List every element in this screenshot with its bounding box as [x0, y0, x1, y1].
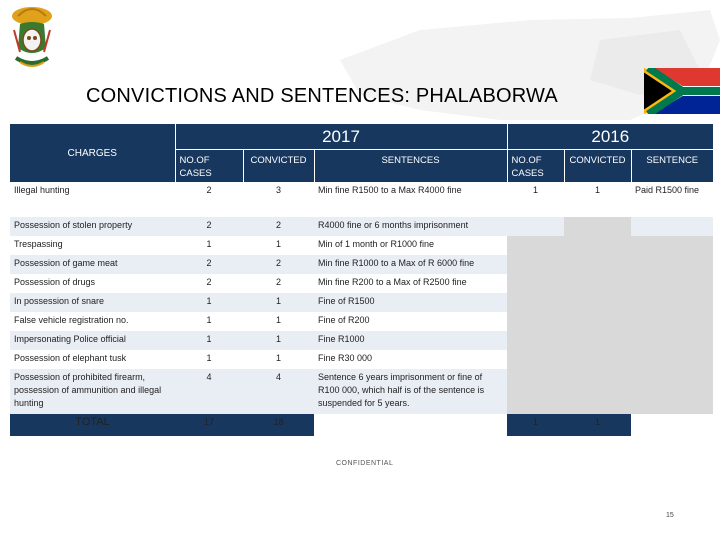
- cases-2016-cell: [507, 350, 564, 369]
- cases-cell: 2: [175, 274, 243, 293]
- sentence-cell: Fine R1000: [314, 331, 507, 350]
- sentence-2016-cell: [631, 274, 713, 293]
- cases-2016-header: NO.OF CASES: [507, 150, 564, 183]
- charge-cell: Illegal hunting: [10, 182, 175, 217]
- cases-cell: 1: [175, 293, 243, 312]
- charge-cell: Possession of stolen property: [10, 217, 175, 236]
- table-row: [10, 182, 713, 217]
- charge-cell: Possession of elephant tusk: [10, 350, 175, 369]
- cases-cell: 1: [175, 331, 243, 350]
- convicted-cell: 1: [243, 236, 314, 255]
- sentence-cell: R4000 fine or 6 months imprisonment: [314, 217, 507, 236]
- table-row: [10, 331, 713, 350]
- convicted-cell: 1: [243, 350, 314, 369]
- total-sentence-blank: [314, 414, 507, 436]
- table-row: [10, 312, 713, 331]
- cases-2016-cell: [507, 217, 564, 236]
- cases-2016-cell: [507, 236, 564, 255]
- convicted-cell: 1: [243, 331, 314, 350]
- total-convicted-2016: 1: [564, 414, 631, 436]
- cases-2016-cell: [507, 293, 564, 312]
- convicted-cell: 2: [243, 274, 314, 293]
- charge-cell: Possession of prohibited firearm, possession of ammunition and illegal hunting: [10, 369, 175, 414]
- table-row: [10, 369, 713, 414]
- sentence-2016-cell: [631, 350, 713, 369]
- sentence-cell: Min fine R200 to a Max of R2500 fine: [314, 274, 507, 293]
- sentence-cell: Fine R30 000: [314, 350, 507, 369]
- cases-2016-cell: [507, 274, 564, 293]
- page-title: CONVICTIONS AND SENTENCES: PHALABORWA: [86, 85, 558, 107]
- convicted-2016-cell: [564, 255, 631, 274]
- sentence-cell: Min fine R1500 to a Max R4000 fine: [314, 182, 507, 217]
- sentence-2016-cell: [631, 331, 713, 350]
- convicted-2016-cell: [564, 312, 631, 331]
- convicted-2016-cell: [564, 274, 631, 293]
- table-row: [10, 255, 713, 274]
- cases-cell: 2: [175, 255, 243, 274]
- convicted-cell: 1: [243, 312, 314, 331]
- year-2016-header: 2016: [507, 124, 713, 150]
- cases-2016-cell: [507, 331, 564, 350]
- page-number: 15: [666, 512, 674, 519]
- convicted-cell: 2: [243, 217, 314, 236]
- sentence-cell: Sentence 6 years imprisonment or fine of R100 000, which half is of the sentence is suspended for 5 years.: [314, 369, 507, 414]
- total-cases: 17: [175, 414, 243, 436]
- table-row: [10, 293, 713, 312]
- convicted-2016-cell: [564, 369, 631, 414]
- cases-cell: 2: [175, 217, 243, 236]
- charge-cell: False vehicle registration no.: [10, 312, 175, 331]
- convicted-2016-cell: [564, 331, 631, 350]
- convicted-cell: 1: [243, 293, 314, 312]
- cases-2016-cell: [507, 312, 564, 331]
- convicted-cell: 2: [243, 255, 314, 274]
- year-2017-header: 2017: [175, 124, 507, 150]
- cases-2016-cell: 1: [507, 182, 564, 217]
- cases-cell: 1: [175, 350, 243, 369]
- total-sentence-2016-blank: [631, 414, 713, 436]
- sentence-2016-header: SENTENCE: [631, 150, 713, 183]
- total-row: [10, 414, 713, 436]
- convicted-2016-cell: [564, 293, 631, 312]
- confidential-label: CONFIDENTIAL: [336, 460, 394, 467]
- table-row: [10, 217, 713, 236]
- sentence-2016-cell: [631, 236, 713, 255]
- cases-2017-header: NO.OF CASES: [175, 150, 243, 183]
- convicted-2016-header: CONVICTED: [564, 150, 631, 183]
- sentence-cell: Fine of R1500: [314, 293, 507, 312]
- total-cases-2016: 1: [507, 414, 564, 436]
- convicted-2016-cell: [564, 217, 631, 236]
- charge-cell: Possession of game meat: [10, 255, 175, 274]
- cases-2016-cell: [507, 369, 564, 414]
- coat-of-arms-icon: [4, 2, 60, 72]
- sentence-cell: Min fine R1000 to a Max of R 6000 fine: [314, 255, 507, 274]
- sentence-2016-cell: Paid R1500 fine: [631, 182, 713, 217]
- table-row: [10, 350, 713, 369]
- charge-cell: Trespassing: [10, 236, 175, 255]
- cases-cell: 4: [175, 369, 243, 414]
- table-row: [10, 236, 713, 255]
- convictions-table: [10, 124, 713, 436]
- charges-header: CHARGES: [10, 124, 175, 182]
- sentences-2017-header: SENTENCES: [314, 150, 507, 183]
- sentence-cell: Fine of R200: [314, 312, 507, 331]
- cases-cell: 2: [175, 182, 243, 217]
- sentence-cell: Min of 1 month or R1000 fine: [314, 236, 507, 255]
- total-convicted: 18: [243, 414, 314, 436]
- sentence-2016-cell: [631, 293, 713, 312]
- charge-cell: Possession of drugs: [10, 274, 175, 293]
- table-row: [10, 274, 713, 293]
- convicted-cell: 4: [243, 369, 314, 414]
- sentence-2016-cell: [631, 217, 713, 236]
- sentence-2016-cell: [631, 312, 713, 331]
- convicted-2016-cell: [564, 236, 631, 255]
- charge-cell: Impersonating Police official: [10, 331, 175, 350]
- sentence-2016-cell: [631, 369, 713, 414]
- cases-cell: 1: [175, 312, 243, 331]
- sentence-2016-cell: [631, 255, 713, 274]
- total-label: TOTAL: [10, 414, 175, 436]
- convicted-2017-header: CONVICTED: [243, 150, 314, 183]
- cases-cell: 1: [175, 236, 243, 255]
- cases-2016-cell: [507, 255, 564, 274]
- convicted-cell: 3: [243, 182, 314, 217]
- charge-cell: In possession of snare: [10, 293, 175, 312]
- convicted-2016-cell: 1: [564, 182, 631, 217]
- south-africa-flag-icon: [644, 68, 720, 114]
- convicted-2016-cell: [564, 350, 631, 369]
